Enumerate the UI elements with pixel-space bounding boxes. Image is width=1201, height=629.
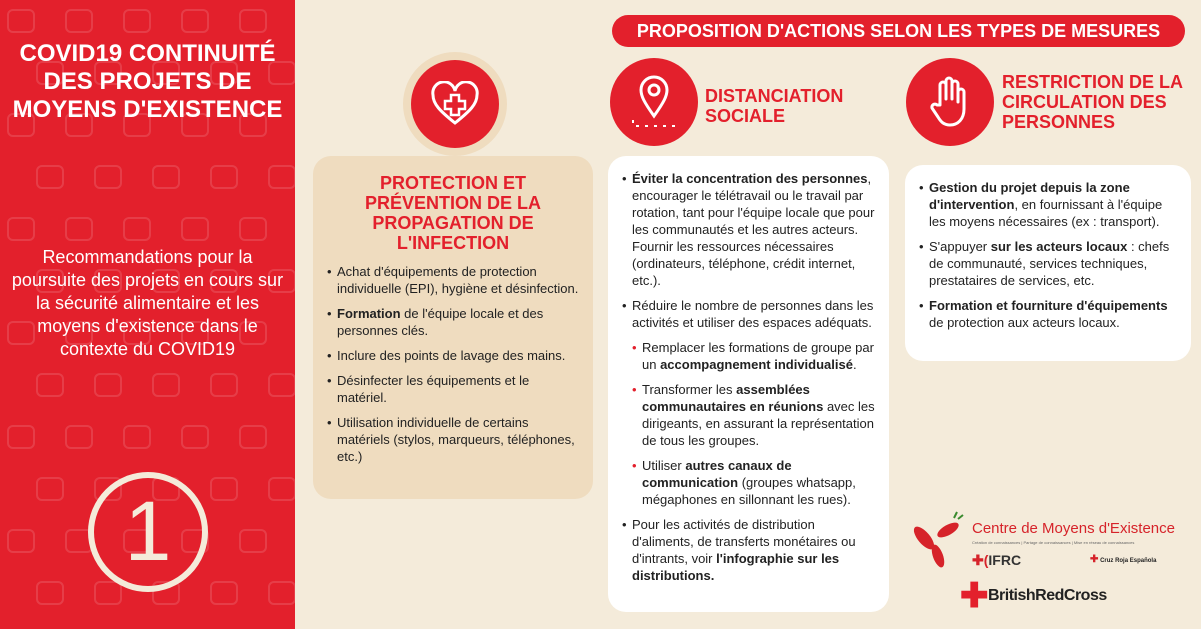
item-text: Désinfecter les équipements et le matériel. bbox=[337, 373, 530, 405]
item-text: Éviter la concentration des personnes bbox=[632, 171, 868, 186]
brc-logo: ✚BritishRedCross bbox=[960, 577, 1107, 615]
col1-title: PROTECTION ET PRÉVENTION DE LA PROPAGATION DE L'INFECTION bbox=[364, 173, 542, 253]
item-text: Utiliser bbox=[642, 458, 686, 473]
list-item bbox=[632, 457, 875, 508]
pattern-shape bbox=[211, 166, 237, 188]
main-title: COVID19 CONTINUITÉ DES PROJETS DE MOYENS D'EXISTENCE bbox=[12, 40, 283, 123]
left-panel bbox=[0, 0, 295, 629]
item-text: avec les dirigeants, en assurant la représentation de tous les groupes. bbox=[642, 399, 875, 448]
item-text: Formation bbox=[337, 306, 401, 321]
item-text: Remplacer les formations de groupe par un bbox=[642, 340, 874, 372]
list-item bbox=[919, 238, 1177, 289]
col2-title: DISTANCIATION SOCIALE bbox=[705, 86, 844, 126]
pattern-shape bbox=[153, 166, 179, 188]
item-text: l'infographie sur les distributions. bbox=[632, 551, 840, 583]
pattern-shape bbox=[211, 478, 237, 500]
item-text: , en fournissant à l'équipe les moyens nécessaires (ex : transport). bbox=[929, 197, 1163, 229]
item-text: de protection aux acteurs locaux. bbox=[929, 315, 1120, 330]
pattern-shape bbox=[211, 374, 237, 396]
item-text: Gestion du projet depuis la zone d'intervention bbox=[929, 180, 1130, 212]
pattern-shape bbox=[66, 218, 92, 240]
list-item bbox=[622, 297, 875, 331]
header-banner: PROPOSITION D'ACTIONS SELON LES TYPES DE MESURES bbox=[612, 15, 1185, 47]
pattern-shape bbox=[269, 478, 295, 500]
distancing-card bbox=[608, 156, 889, 612]
pattern-shape bbox=[240, 10, 266, 32]
item-text: Utilisation individuelle de certains matériels (stylos, marqueurs, téléphones, etc.) bbox=[337, 415, 575, 464]
cme-logo-icon bbox=[910, 510, 970, 570]
pattern-shape bbox=[8, 426, 34, 448]
restriction-list bbox=[919, 179, 1177, 331]
pattern-shape bbox=[8, 218, 34, 240]
item-text: accompagnement individualisé bbox=[660, 357, 853, 372]
item-text: Pour les activités de distribution d'aliments, de transferts monétaires ou d'intrants, voir bbox=[632, 517, 856, 566]
ifrc-logo: ✚(IFRC bbox=[972, 552, 1022, 568]
brc-text: BritishRedCross bbox=[988, 587, 1107, 605]
list-item bbox=[327, 414, 579, 465]
item-text: (groupes whatsapp, mégaphones en sillonnant les rues). bbox=[642, 475, 856, 507]
pattern-shape bbox=[95, 166, 121, 188]
pattern-shape bbox=[66, 426, 92, 448]
item-text: Inclure des points de lavage des mains. bbox=[337, 348, 566, 363]
pattern-shape bbox=[124, 10, 150, 32]
list-item bbox=[327, 263, 579, 297]
location-pin-icon bbox=[610, 58, 698, 146]
item-text: Réduire le nombre de personnes dans les activités et utiliser des espaces adéquats. bbox=[632, 298, 874, 330]
list-item bbox=[632, 339, 875, 373]
pattern-shape bbox=[124, 218, 150, 240]
item-text: Achat d'équipements de protection individuelle (EPI), hygiène et désinfection. bbox=[337, 264, 579, 296]
item-text: sur les acteurs locaux bbox=[990, 239, 1128, 254]
list-item bbox=[632, 381, 875, 449]
pattern-shape bbox=[240, 218, 266, 240]
item-text: assemblées communautaires en réunions bbox=[642, 382, 824, 414]
list-item bbox=[919, 179, 1177, 230]
subtitle: Recommandations pour la poursuite des projets en cours sur la sécurité alimentaire et les moyens d'existence dans le contexte du COVID19 bbox=[11, 247, 284, 359]
pattern-shape bbox=[182, 10, 208, 32]
pattern-shape bbox=[240, 426, 266, 448]
item-text: . bbox=[852, 357, 857, 372]
protection-list bbox=[327, 263, 579, 465]
list-item bbox=[919, 297, 1177, 331]
item-text: S'appuyer bbox=[929, 239, 991, 254]
pattern-shape bbox=[66, 10, 92, 32]
distancing-list bbox=[622, 170, 875, 584]
item-text: autres canaux de communication bbox=[642, 458, 792, 490]
pattern-shape bbox=[269, 582, 295, 604]
pattern-shape bbox=[8, 10, 34, 32]
item-text: Formation et fourniture d'équipements bbox=[929, 298, 1168, 313]
list-item bbox=[622, 170, 875, 289]
item-text: , encourager le télétravail ou le travail par rotation, tant pour l'équipe locale que pour les communautés et les autres acteurs. Fournir les ressources nécessaires (ordinateurs, téléphone, crédit internet, etc.). bbox=[632, 171, 875, 288]
spanish-rc-logo: ✚ Cruz Roja Española bbox=[1090, 554, 1157, 565]
pattern-shape bbox=[37, 374, 63, 396]
partner-logos bbox=[910, 506, 1201, 626]
col3-title: RESTRICTION DE LA CIRCULATION DES PERSONNES bbox=[1002, 72, 1183, 132]
pattern-shape bbox=[124, 426, 150, 448]
protection-card bbox=[313, 156, 593, 499]
pattern-shape bbox=[211, 582, 237, 604]
pattern-shape bbox=[153, 374, 179, 396]
item-text: : chefs de communauté, services techniques, prestataires de services, etc. bbox=[929, 239, 1170, 288]
pattern-shape bbox=[37, 582, 63, 604]
hand-stop-icon bbox=[906, 58, 994, 146]
pattern-shape bbox=[240, 530, 266, 552]
pattern-shape bbox=[269, 374, 295, 396]
pattern-shape bbox=[37, 166, 63, 188]
item-text: Transformer les bbox=[642, 382, 737, 397]
pattern-shape bbox=[95, 374, 121, 396]
pattern-shape bbox=[95, 582, 121, 604]
heart-plus-icon bbox=[411, 60, 499, 148]
spanish-rc-text: Cruz Roja Española bbox=[1100, 558, 1157, 564]
pattern-shape bbox=[182, 218, 208, 240]
pattern-shape bbox=[182, 426, 208, 448]
pattern-shape bbox=[269, 166, 295, 188]
ifrc-text: IFRC bbox=[988, 552, 1022, 568]
list-item bbox=[327, 305, 579, 339]
item-text: de l'équipe locale et des personnes clés. bbox=[337, 306, 544, 338]
number-badge: 1 bbox=[88, 472, 208, 592]
list-item bbox=[327, 347, 579, 364]
pattern-shape bbox=[8, 530, 34, 552]
cme-name: Centre de Moyens d'Existence bbox=[972, 520, 1175, 537]
list-item bbox=[622, 516, 875, 584]
pattern-shape bbox=[37, 478, 63, 500]
list-item bbox=[327, 372, 579, 406]
restriction-card bbox=[905, 165, 1191, 361]
cme-tagline: Création de connaissances | Partage de connaissances | Mise en réseau de connaissances bbox=[972, 540, 1135, 545]
